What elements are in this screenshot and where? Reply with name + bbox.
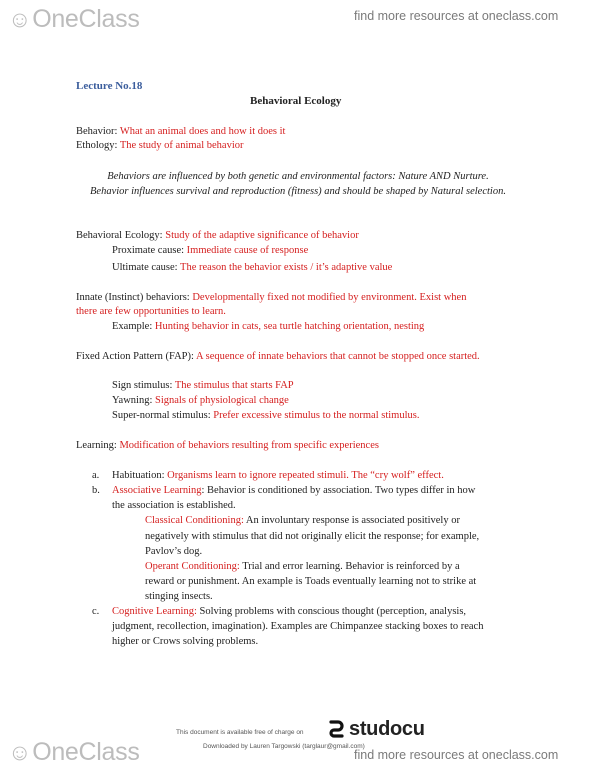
term: Associative Learning: [112, 485, 202, 496]
associative-learning-cont: the association is established.: [112, 500, 236, 511]
classical-conditioning-line2: negatively with stimulus that did not originally elicit the response; for example,: [145, 531, 480, 542]
lecture-number: Lecture No.18: [76, 80, 143, 92]
list-marker-b: b.: [92, 485, 100, 496]
list-marker-a: a.: [92, 470, 100, 481]
definition: Hunting behavior in cats, sea turtle hatching orientation, nesting: [154, 321, 425, 332]
definition: Signals of physiological change: [154, 395, 289, 406]
innate-example: [112, 320, 424, 333]
def-text: What an animal does and how it does it: [119, 126, 286, 137]
ultimate-cause: [112, 261, 392, 274]
oneclass-logo[interactable]: [8, 5, 140, 34]
term: Habituation:: [112, 470, 168, 481]
classical-conditioning-line3: Pavlov’s dog.: [145, 546, 203, 557]
classical-conditioning: [145, 514, 460, 527]
free-document-note: This document is available free of charge on: [176, 729, 304, 736]
proximate-cause: [112, 244, 308, 257]
yawning: [112, 394, 289, 407]
innate-behaviors: [76, 291, 466, 304]
oneclass-logo-text: OneClass: [32, 5, 140, 33]
def-term: Behavior:: [76, 126, 120, 137]
cognitive-learning: [112, 605, 466, 618]
studocu-logo[interactable]: [328, 718, 425, 741]
term: Cognitive Learning:: [112, 606, 200, 617]
operant-conditioning: [145, 560, 460, 573]
sign-stimulus: [112, 379, 294, 392]
behavioral-ecology-def: [76, 229, 359, 242]
downloaded-by-note: Downloaded by Lauren Targowski (targlaur@gmail.com): [203, 743, 365, 750]
associative-learning: [112, 484, 475, 497]
term: Fixed Action Pattern (FAP):: [76, 351, 196, 362]
find-resources-link[interactable]: find more resources at oneclass.com: [354, 9, 559, 23]
oneclass-logo-icon: ☺: [8, 6, 32, 32]
super-normal-stimulus: [112, 409, 419, 422]
studocu-logo-icon: [328, 720, 345, 739]
definition: The stimulus that starts FAP: [174, 380, 294, 391]
term: Innate (Instinct) behaviors:: [76, 292, 193, 303]
intro-paragraph: Behaviors are influenced by both genetic and environmental factors: Nature AND Nurture. Behavior influences survival and reproduction (fitness) and should be shaped by Natural selection.: [90, 171, 506, 197]
term: Proximate cause:: [112, 245, 187, 256]
definition: Study of the adaptive significance of behavior: [165, 230, 359, 241]
definition: An involuntary response is associated positively or: [245, 515, 460, 526]
definition: Organisms learn to ignore repeated stimuli. The “cry wolf” effect.: [167, 470, 444, 481]
definition: Solving problems with conscious thought (perception, analysis,: [199, 606, 467, 617]
learning-def: [76, 439, 379, 452]
definition: : Behavior is conditioned by association. Two types differ in how: [201, 485, 476, 496]
habituation: [112, 469, 444, 482]
fap-def: [76, 350, 480, 363]
term: Sign stimulus:: [112, 380, 175, 391]
definition: Modification of behaviors resulting from specific experiences: [119, 440, 379, 451]
studocu-logo-text: studocu: [349, 718, 425, 740]
oneclass-logo-footer[interactable]: [8, 738, 140, 767]
find-resources-link-footer[interactable]: find more resources at oneclass.com: [354, 748, 559, 762]
operant-conditioning-line2: reward or punishment. An example is Toads eventually learning not to strike at: [145, 576, 477, 587]
list-marker-c: c.: [92, 606, 100, 617]
oneclass-logo-text: OneClass: [32, 738, 140, 766]
operant-conditioning-line3: stinging insects.: [145, 591, 213, 602]
term: Yawning:: [112, 395, 155, 406]
page-title: Behavioral Ecology: [250, 95, 342, 107]
def-ethology: [76, 139, 244, 152]
definition: Trial and error learning. Behavior is reinforced by a: [242, 561, 460, 572]
term: Behavioral Ecology:: [76, 230, 166, 241]
cognitive-learning-line2: judgment, recollection, imagination). Examples are Chimpanzee stacking boxes to reach: [112, 621, 484, 632]
definition: Immediate cause of response: [186, 245, 309, 256]
def-term: Ethology:: [76, 140, 120, 151]
term: Operant Conditioning:: [145, 561, 243, 572]
term: Super-normal stimulus:: [112, 410, 214, 421]
innate-behaviors-cont: there are few opportunities to learn.: [76, 306, 226, 317]
definition: Developmentally fixed not modified by environment. Exist when: [192, 292, 467, 303]
def-text: The study of animal behavior: [119, 140, 244, 151]
definition: Prefer excessive stimulus to the normal stimulus.: [213, 410, 420, 421]
oneclass-logo-icon: ☺: [8, 739, 32, 765]
definition: A sequence of innate behaviors that cannot be stopped once started.: [195, 351, 480, 362]
term: Classical Conditioning:: [145, 515, 246, 526]
definition: The reason the behavior exists / it’s adaptive value: [180, 262, 393, 273]
term: Learning:: [76, 440, 120, 451]
def-behavior: [76, 125, 285, 138]
cognitive-learning-line3: higher or Crows solving problems.: [112, 636, 259, 647]
term: Ultimate cause:: [112, 262, 181, 273]
term: Example:: [112, 321, 155, 332]
